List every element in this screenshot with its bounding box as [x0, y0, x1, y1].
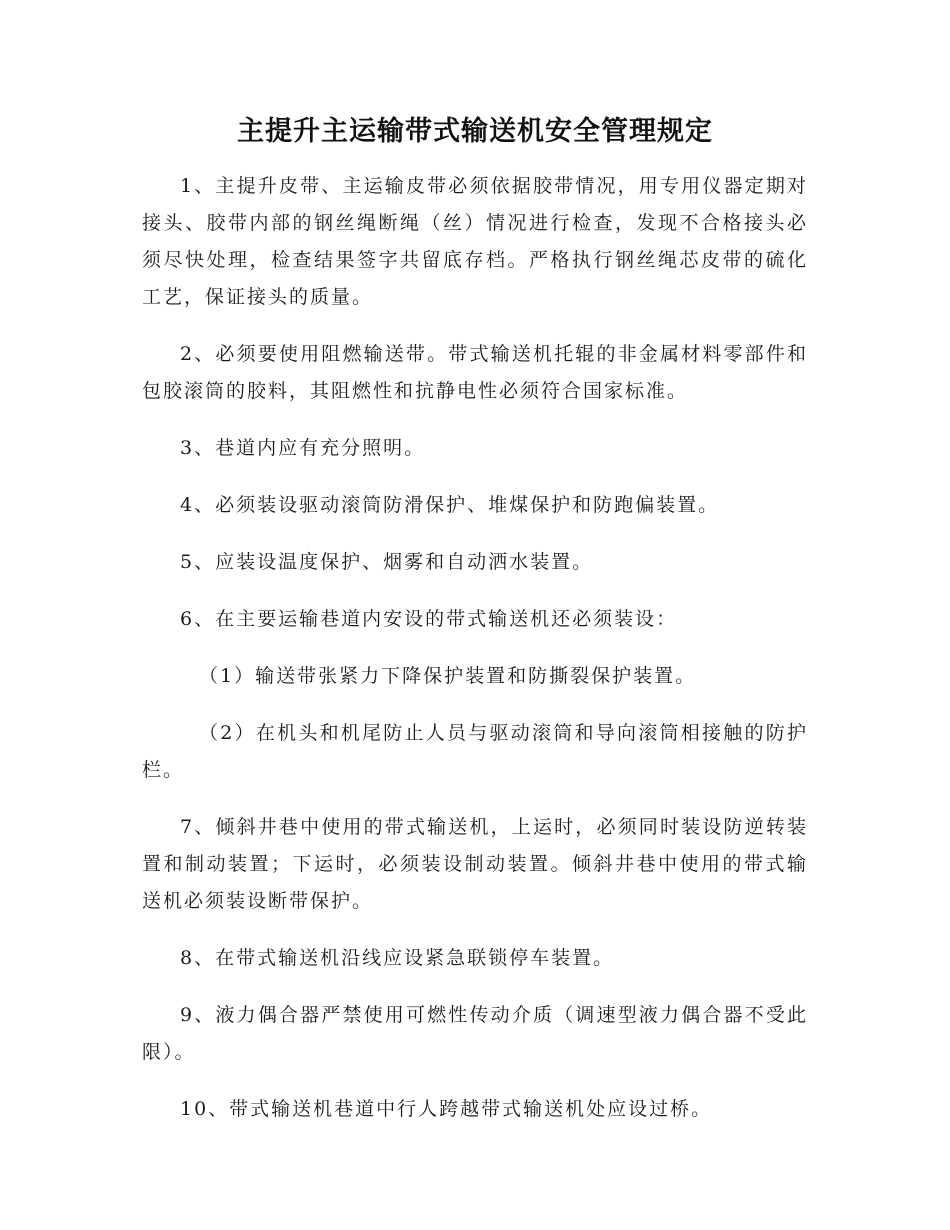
paragraph-6: 6、在主要运输巷道内安设的带式输送机还必须装设：	[180, 608, 678, 630]
paragraph-7: 7、倾斜井巷中使用的带式输送机，上运时，必须同时装设防逆转装置和制动装置；下运时，必须装设制动装置。倾斜井巷中使用的带式输送机必须装设断带保护。	[142, 816, 808, 912]
paragraph-4: 4、必须装设驱动滚筒防滑保护、堆煤保护和防跑偏装置。	[180, 494, 720, 516]
paragraph-10: 10、带式输送机巷道中行人跨越带式输送机处应设过桥。	[180, 1098, 713, 1120]
document-title: 主提升主运输带式输送机安全管理规定	[237, 116, 713, 147]
paragraph-8: 8、在带式输送机沿线应设紧急联锁停车装置。	[180, 947, 615, 969]
paragraph-2: 2、必须要使用阻燃输送带。带式输送机托辊的非金属材料零部件和包胶滚筒的胶料，其阻燃性和抗静电性必须符合国家标准。	[142, 343, 808, 402]
paragraph-9: 9、液力偶合器严禁使用可燃性传动介质（调速型液力偶合器不受此限）。	[142, 1004, 808, 1063]
paragraph-6-item-2: （2）在机头和机尾防止人员与驱动滚筒和导向滚筒相接触的防护栏。	[142, 722, 808, 781]
paragraph-3: 3、巷道内应有充分照明。	[180, 437, 426, 459]
paragraph-6-item-1: （1）输送带张紧力下降保护装置和防撕裂保护装置。	[199, 665, 697, 687]
document-page	[142, 112, 808, 1148]
paragraph-1: 1、主提升皮带、主运输皮带必须依据胶带情况，用专用仪器定期对接头、胶带内部的钢丝绳断绳（丝）情况进行检查，发现不合格接头必须尽快处理，检查结果签字共留底存档。严格执行钢丝绳芯皮带的硫化工艺，保证接头的质量。	[142, 175, 808, 308]
paragraph-5: 5、应装设温度保护、烟雾和自动洒水装置。	[180, 551, 594, 573]
